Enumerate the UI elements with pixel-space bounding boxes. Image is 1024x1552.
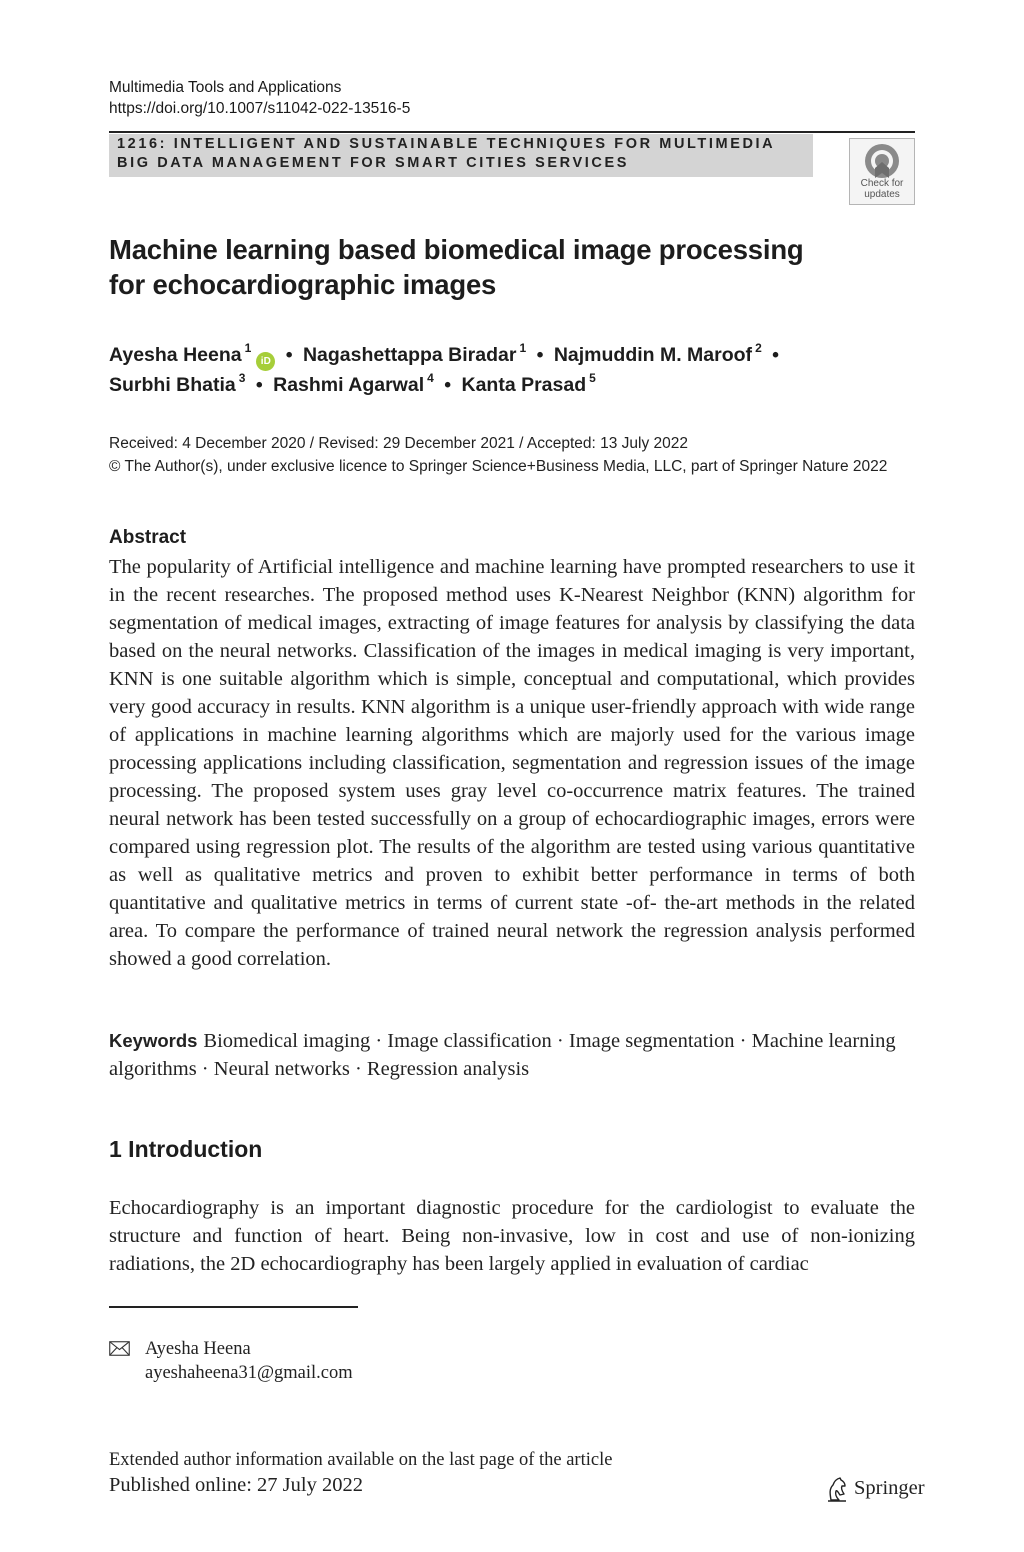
publisher-name: Springer bbox=[854, 1477, 925, 1499]
topical-collection-banner bbox=[109, 134, 813, 177]
topic-rule bbox=[109, 131, 915, 133]
springer-logo bbox=[825, 1476, 925, 1502]
keywords-label: Keywords bbox=[109, 1030, 198, 1051]
author-affiliation: 1 bbox=[244, 341, 252, 355]
envelope-icon bbox=[109, 1341, 130, 1356]
corresponding-author bbox=[145, 1337, 353, 1385]
author-separator: • bbox=[285, 344, 293, 366]
author-list bbox=[109, 341, 784, 399]
copyright-line bbox=[109, 455, 887, 478]
keywords-block bbox=[109, 1027, 915, 1083]
author-name[interactable]: Surbhi Bhatia bbox=[109, 374, 236, 396]
crossmark-icon bbox=[862, 141, 902, 181]
author-separator: • bbox=[444, 374, 452, 396]
copyright-icon: © bbox=[109, 458, 121, 475]
article-title bbox=[109, 232, 804, 302]
corresponding-author-email[interactable]: ayeshaheena31@gmail.com bbox=[145, 1363, 353, 1383]
title-line-1: Machine learning based biomedical image processing bbox=[109, 234, 804, 265]
corresponding-author-name: Ayesha Heena bbox=[145, 1339, 251, 1359]
check-for-updates-label: Check for updates bbox=[860, 178, 904, 200]
author-line-2 bbox=[109, 371, 784, 399]
keywords-text: Biomedical imaging · Image classification · Image segmentation · Machine learning algorithms · Neural networks · Regression analysis bbox=[109, 1030, 896, 1080]
title-line-2: for echocardiographic images bbox=[109, 269, 497, 300]
journal-header bbox=[109, 77, 410, 119]
abstract-heading: Abstract bbox=[109, 527, 187, 548]
extended-author-info: Extended author information available on the last page of the article bbox=[109, 1450, 613, 1470]
author-name[interactable]: Nagashettappa Biradar bbox=[302, 344, 517, 366]
copyright-text: The Author(s), under exclusive licence to Springer Science+Business Media, LLC, part of Springer Nature 2022 bbox=[124, 458, 888, 475]
author-affiliation: 4 bbox=[427, 371, 434, 385]
footnote-rule bbox=[109, 1306, 358, 1308]
journal-name: Multimedia Tools and Applications bbox=[109, 79, 342, 96]
article-history bbox=[109, 432, 887, 478]
author-separator: • bbox=[255, 374, 263, 396]
author-name[interactable]: Rashmi Agarwal bbox=[273, 374, 425, 396]
history-dates: Received: 4 December 2020 / Revised: 29 December 2021 / Accepted: 13 July 2022 bbox=[109, 435, 689, 452]
section-heading-introduction: 1 Introduction bbox=[109, 1136, 263, 1162]
author-name[interactable]: Kanta Prasad bbox=[461, 374, 587, 396]
introduction-text: Echocardiography is an important diagnostic procedure for the cardiologist to evaluate the structure and function of heart. Being non-invasive, low in cost and use of non-ionizing radiations, the 2D echocardiography has been largely applied in evaluation of cardiac bbox=[109, 1197, 915, 1275]
author-separator: • bbox=[536, 344, 544, 366]
author-affiliation: 5 bbox=[589, 371, 596, 385]
topic-line-1: 1216: INTELLIGENT AND SUSTAINABLE TECHNIQUES FOR MULTIMEDIA bbox=[117, 136, 776, 152]
author-name[interactable]: Ayesha Heena bbox=[109, 344, 242, 366]
author-affiliation: 3 bbox=[238, 371, 246, 385]
doi-link[interactable]: https://doi.org/10.1007/s11042-022-13516-5 bbox=[109, 100, 411, 117]
author-affiliation: 2 bbox=[755, 341, 762, 355]
orcid-icon[interactable]: iD bbox=[256, 352, 275, 371]
published-online-date: Published online: 27 July 2022 bbox=[109, 1474, 363, 1496]
author-separator: • bbox=[772, 344, 779, 366]
check-for-updates-button[interactable] bbox=[849, 138, 915, 205]
author-affiliation: 1 bbox=[519, 341, 527, 355]
abstract-text: The popularity of Artificial intelligence and machine learning have prompted researchers to use it in the recent researches. The proposed method uses K-Nearest Neighbor (KNN) algorithm for segmentation of medical images, extracting of image features for analysis by classifying the data based on the neural networks. Classification of the images in medical imaging is very important, KNN is one suitable algorithm which is simple, conceptual and computational, which provides very good accuracy in results. KNN algorithm is a unique user-friendly approach with wide range of applications in machine learning algorithms which are majorly used for the various image processing applications including classification, segmentation and regression issues of the image processing. The proposed system uses gray level co-occurrence matrix features. The trained neural network has been tested successfully on a group of echocardiographic images, errors were compared using regression plot. The results of the algorithm are tested using various quantitative as well as qualitative metrics and proven to exhibit better performance in terms of both quantitative and qualitative metrics in terms of current state -of- the-art methods in the related area. To compare the performance of trained neural network the regression analysis performed showed a good correlation. bbox=[109, 556, 915, 970]
author-line-1 bbox=[109, 341, 784, 371]
author-name[interactable]: Najmuddin M. Maroof bbox=[553, 344, 753, 366]
topic-line-2: BIG DATA MANAGEMENT FOR SMART CITIES SERVICES bbox=[117, 155, 630, 171]
springer-horse-icon bbox=[825, 1476, 849, 1502]
